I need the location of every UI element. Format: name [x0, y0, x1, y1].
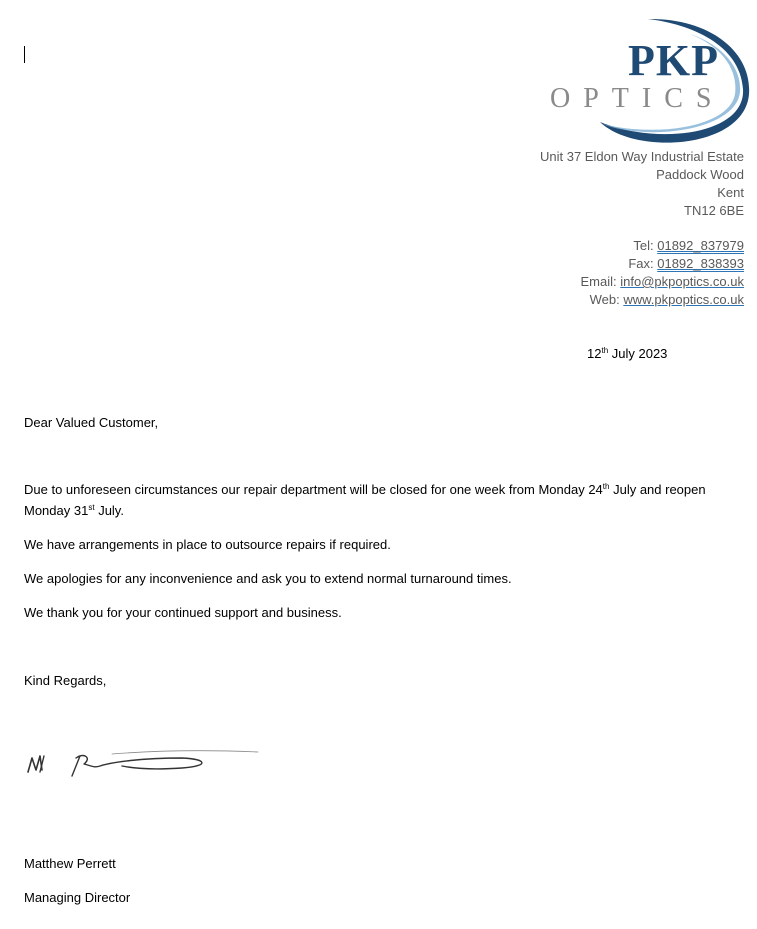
tel-number[interactable]: 01892_837979	[657, 238, 744, 253]
text-cursor	[24, 46, 25, 63]
signer-title: Managing Director	[24, 890, 131, 905]
email-label: Email:	[580, 274, 617, 289]
handwritten-signature	[22, 740, 262, 790]
logo-optics-text: OPTICS	[550, 83, 725, 114]
para1-sup2: st	[88, 503, 95, 512]
date-suffix: th	[601, 346, 609, 355]
salutation: Dear Valued Customer,	[24, 415, 159, 430]
tel-row	[580, 237, 744, 255]
date-month-year: July 2023	[611, 346, 668, 361]
fax-number[interactable]: 01892_838393	[657, 256, 744, 271]
fax-row	[580, 255, 744, 273]
address-line: TN12 6BE	[684, 203, 744, 218]
email-row	[580, 273, 744, 291]
date-day: 12	[587, 346, 602, 361]
paragraph-thanks: We thank you for your continued support and business.	[24, 605, 342, 620]
web-link[interactable]: www.pkpoptics.co.uk	[623, 292, 744, 307]
paragraph-outsource: We have arrangements in place to outsource repairs if required.	[24, 537, 391, 552]
logo-pkp-text: PKP	[628, 36, 719, 85]
paragraph-apology: We apologies for any inconvenience and ask you to extend normal turnaround times.	[24, 571, 512, 586]
tel-label: Tel:	[633, 238, 654, 253]
address-line: Kent	[717, 185, 744, 200]
company-logo	[540, 14, 754, 148]
letter-date	[587, 345, 667, 363]
fax-label: Fax:	[628, 256, 654, 271]
signer-name: Matthew Perrett	[24, 856, 116, 871]
para1-text-a: Due to unforeseen circumstances our repair department will be closed for one week from Monday 24	[24, 482, 603, 497]
address-line: Paddock Wood	[656, 167, 744, 182]
paragraph-closure-notice	[24, 479, 744, 521]
web-row	[580, 291, 744, 309]
address-line: Unit 37 Eldon Way Industrial Estate	[539, 149, 744, 164]
para1-text-b: July and reopen Monday 31	[24, 482, 706, 518]
email-link[interactable]: info@pkpoptics.co.uk	[620, 274, 744, 289]
para1-text-c: July.	[98, 503, 124, 518]
contact-details	[580, 237, 744, 309]
company-address	[540, 148, 744, 220]
para1-sup1: th	[602, 482, 610, 491]
web-label: Web:	[589, 292, 620, 307]
closing: Kind Regards,	[24, 673, 107, 688]
